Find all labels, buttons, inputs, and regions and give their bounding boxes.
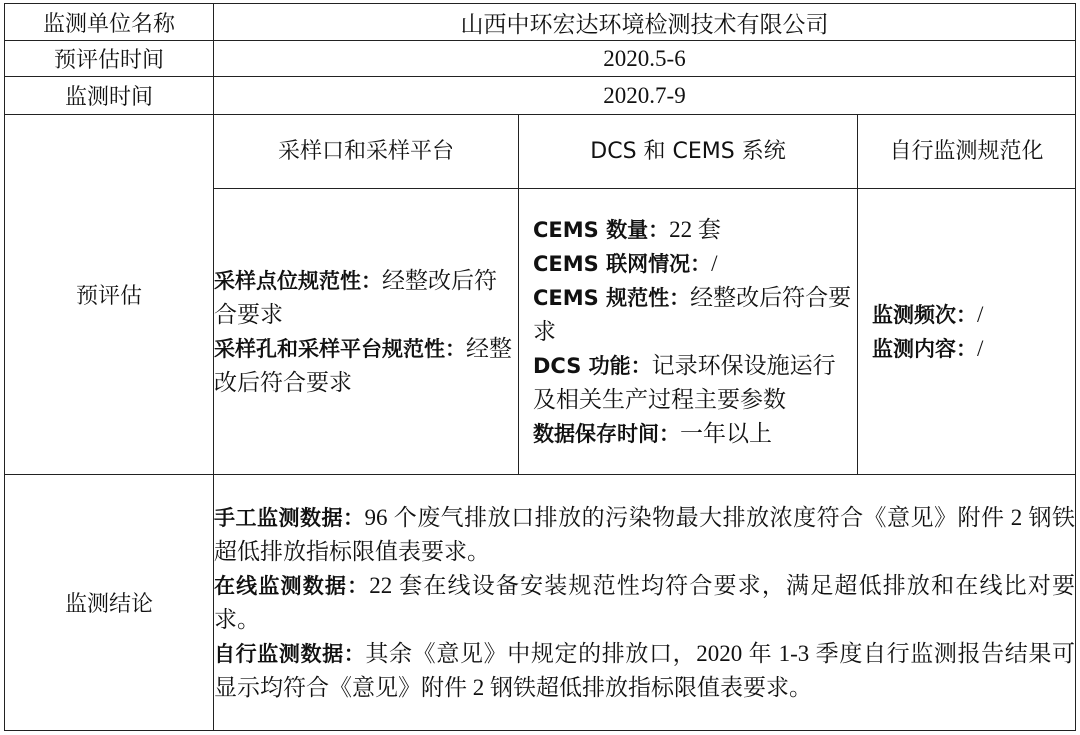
monitoring-report-table (4, 3, 1076, 731)
unit-label: 监测单位名称 (5, 4, 214, 41)
cems-norm: CEMS 规范性：经整改后符合要求 (533, 284, 852, 344)
cems-count: CEMS 数量：22 套 (533, 216, 721, 242)
row-unit (5, 4, 1076, 41)
self-monitor-cell (858, 189, 1076, 475)
pre-eval-time-label: 预评估时间 (5, 41, 214, 77)
header-self-monitor: 自行监测规范化 (858, 115, 1076, 189)
monitor-frequency: 监测频次：/ (872, 301, 984, 327)
self-monitoring: 自行监测数据：其余《意见》中规定的排放口，2020 年 1-3 季度自行监测报告结果可显示均符合《意见》附件 2 钢铁超低排放指标限值表要求。 (214, 640, 1075, 700)
header-sampling: 采样口和采样平台 (214, 115, 519, 189)
dcs-function: DCS 功能：记录环保设施运行及相关生产过程主要参数 (533, 352, 836, 412)
online-monitoring: 在线监测数据：22 套在线设备安装规范性均符合要求，满足超低排放和在线比对要求。 (214, 572, 1076, 632)
monitor-time-value: 2020.7-9 (214, 77, 1076, 115)
cems-network: CEMS 联网情况：/ (533, 250, 718, 276)
data-save-time: 数据保存时间：一年以上 (533, 420, 772, 446)
sampling-hole-label: 采样孔和采样平台规范性： (214, 336, 466, 361)
monitor-content: 监测内容：/ (872, 335, 984, 361)
manual-monitoring: 手工监测数据：96 个废气排放口排放的污染物最大排放浓度符合《意见》附件 2 钢铁超低排放指标限值表要求。 (214, 504, 1076, 564)
row-pre-eval-headers (5, 115, 1076, 189)
sampling-point-value: 经整改后符合要求 (214, 267, 497, 327)
conclusion-cell (214, 475, 1076, 731)
conclusion-label: 监测结论 (5, 475, 214, 731)
sampling-hole-value: 经整改后符合要求 (214, 335, 512, 395)
sampling-cell (214, 189, 519, 475)
row-conclusion (5, 475, 1076, 731)
row-pre-eval-time (5, 41, 1076, 77)
header-dcs-cems: DCS 和 CEMS 系统 (519, 115, 858, 189)
row-monitor-time (5, 77, 1076, 115)
sampling-point-label: 采样点位规范性： (214, 268, 382, 293)
unit-value: 山西中环宏达环境检测技术有限公司 (214, 4, 1076, 41)
dcs-cems-cell (519, 189, 858, 475)
monitor-time-label: 监测时间 (5, 77, 214, 115)
pre-eval-time-value: 2020.5-6 (214, 41, 1076, 77)
pre-eval-label: 预评估 (5, 115, 214, 475)
